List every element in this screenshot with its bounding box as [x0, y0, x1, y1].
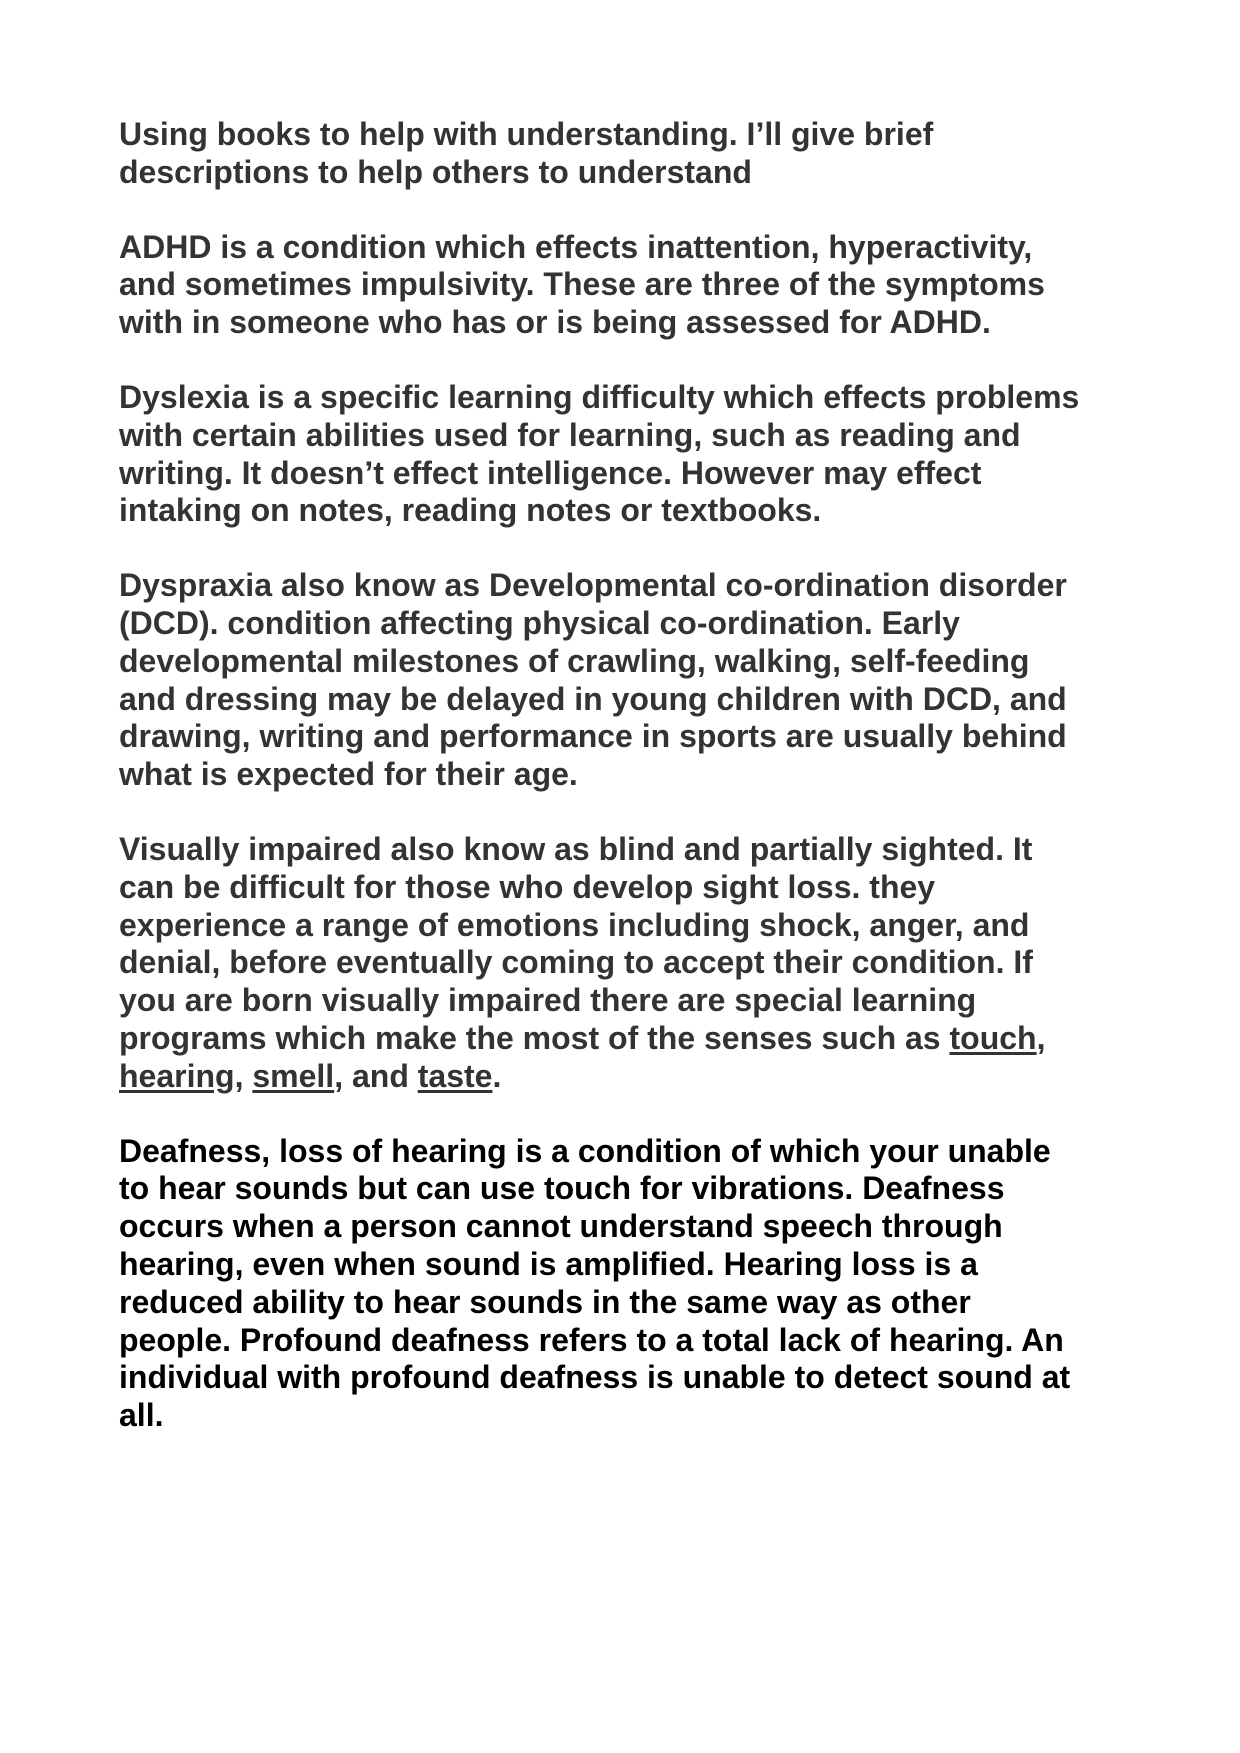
smell-link[interactable]: smell: [252, 1057, 335, 1094]
taste-link[interactable]: taste: [417, 1057, 493, 1094]
touch-link[interactable]: touch: [949, 1019, 1037, 1056]
intro-paragraph: Using books to help with understanding. I’ll give brief descriptions to help others to understand: [119, 116, 934, 190]
dyslexia-paragraph: Dyslexia is a specific learning difficulty which effects problems with certain abilities used for learning, such as reading and writing. It doesn’t effect intelligence. However may effect intaking on notes, reading notes or textbooks.: [119, 378, 1080, 529]
sentence-end: .: [492, 1057, 502, 1094]
hearing-link[interactable]: hearing: [119, 1057, 235, 1094]
deafness-paragraph: Deafness, loss of hearing is a condition of which your unable to hear sounds but can use touch for vibrations. Deafness occurs when a person cannot understand speech through hearing, even when sound is amplified. Hearing loss is a reduced ability to hear sounds in the same way as other people. Profound deafness refers to a total lack of hearing. An individual with profound deafness is unable to detect sound at all.: [119, 1132, 1071, 1434]
separator-1: ,: [1036, 1019, 1046, 1056]
separator-3: , and: [334, 1057, 418, 1094]
visual-impairment-paragraph: [119, 831, 1129, 1096]
separator-2: ,: [234, 1057, 253, 1094]
dyspraxia-paragraph: Dyspraxia also know as Developmental co-ordination disorder (DCD). condition affecting physical co-ordination. Early developmental milestones of crawling, walking, self-feeding and dressing may be delayed in young children with DCD, and drawing, writing and performance in sports are usually behind what is expected for their age.: [119, 567, 1067, 793]
visual-impairment-text: Visually impaired also know as blind and partially sighted. It can be difficult for those who develop sight loss. they experience a range of emotions including shock, anger, and denial, before eventually coming to accept their condition. If you are born visually impaired there are special learning programs which make the most of the senses such as: [119, 830, 1033, 1056]
adhd-paragraph: ADHD is a condition which effects inattention, hyperactivity, and sometimes impulsivity. These are three of the symptoms with in someone who has or is being assessed for ADHD.: [119, 228, 1045, 341]
document-body: [119, 116, 1129, 1435]
